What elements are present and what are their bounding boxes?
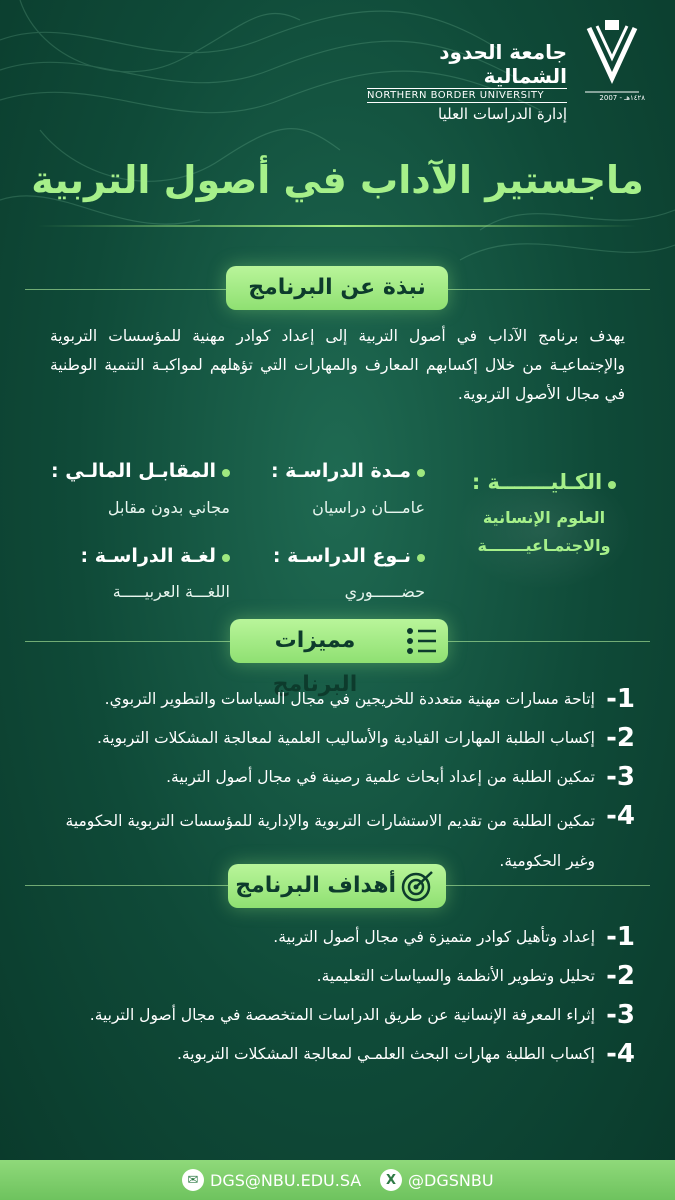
type-label: نـوع الدراسـة : bbox=[272, 545, 411, 567]
footer-bar bbox=[0, 1160, 675, 1200]
college-value: العلوم الإنسانية والاجتمـاعيـــــــة bbox=[477, 508, 611, 555]
college-info bbox=[455, 470, 633, 590]
duration-label: مـدة الدراسـة : bbox=[270, 460, 411, 482]
item-number: 3- bbox=[606, 762, 635, 792]
item-text: إكساب الطلبة المهارات القيادية والأساليب العلمية لمعالجة المشكلات التربوية. bbox=[97, 729, 595, 747]
item-text: تمكين الطلبة من تقديم الاستشارات التربوية والإدارية للمؤسسات التربوية الحكومية وغير الحكومية. bbox=[65, 812, 595, 870]
list-item bbox=[35, 684, 635, 714]
language-value: اللغـــة العربيـــــة bbox=[112, 582, 230, 601]
title-divider bbox=[37, 225, 637, 227]
email-text: DGS@NBU.EDU.SA bbox=[210, 1170, 362, 1190]
list-item bbox=[35, 922, 635, 952]
item-number: 2- bbox=[606, 961, 635, 991]
department-name: إدارة الدراسات العليا bbox=[438, 105, 567, 123]
type-value: حضــــــوري bbox=[344, 582, 425, 601]
x-contact[interactable] bbox=[380, 1168, 494, 1192]
list-item bbox=[35, 961, 635, 991]
bullet-icon bbox=[417, 469, 425, 477]
type-label-wrap bbox=[273, 545, 425, 567]
item-number: 3- bbox=[606, 1000, 635, 1030]
features-heading-pill bbox=[230, 619, 448, 697]
item-number: 4- bbox=[606, 1039, 635, 1069]
item-text: إكساب الطلبة مهارات البحث العلمـي لمعالجة المشكلات التربوية. bbox=[177, 1045, 595, 1063]
fee-label-wrap bbox=[51, 460, 230, 482]
bullet-icon bbox=[608, 481, 616, 489]
bullet-icon bbox=[222, 469, 230, 477]
mail-icon: ✉ bbox=[182, 1169, 204, 1191]
duration-value: عامـــان دراسيان bbox=[312, 498, 425, 517]
goals-heading-pill bbox=[228, 864, 446, 908]
university-logo bbox=[367, 18, 647, 123]
x-handle-text: @DGSNBU bbox=[408, 1170, 494, 1190]
goals-heading: أهداف البرنامج bbox=[235, 873, 396, 898]
item-number: 1- bbox=[606, 684, 635, 714]
item-number: 2- bbox=[606, 723, 635, 753]
college-label: الكـليـــــــة : bbox=[471, 470, 603, 494]
list-item bbox=[35, 1039, 635, 1069]
list-stars-icon bbox=[402, 623, 442, 659]
item-text: تمكين الطلبة من إعداد أبحاث علمية رصينة في مجال أصول التربية. bbox=[166, 768, 595, 786]
list-item bbox=[35, 723, 635, 753]
logo-year: 2007 - ١٤٢٨هـ bbox=[599, 94, 645, 102]
fee-label: المقابـل المالـي : bbox=[51, 460, 216, 482]
features-heading: مميزات البرنامج bbox=[272, 628, 358, 697]
item-number: 1- bbox=[606, 922, 635, 952]
list-item bbox=[35, 762, 635, 792]
about-heading: نبذة عن البرنامج bbox=[226, 266, 448, 310]
item-text: إتاحة مسارات مهنية متعددة للخريجين في مجال السياسات والتطوير التربوي. bbox=[104, 690, 595, 708]
email-contact[interactable] bbox=[182, 1168, 361, 1192]
fee-value: مجاني بدون مقابل bbox=[107, 498, 230, 517]
goals-list bbox=[35, 922, 635, 1078]
item-text: إثراء المعرفة الإنسانية عن طريق الدراسات المتخصصة في مجال أصول التربية. bbox=[89, 1006, 595, 1024]
list-item bbox=[35, 1000, 635, 1030]
about-paragraph: يهدف برنامج الآداب في أصول التربية إلى إعداد كوادر مهنية للمؤسسات التربوية والإجتماعيـة من خلال إكسابهم المعارف والمهارات التي تؤهلهم لمواكبـة التنمية الوطنية في مجال الأصول التربوية. bbox=[50, 327, 625, 403]
language-label: لغـة الدراسـة : bbox=[80, 545, 216, 567]
features-list bbox=[35, 684, 635, 890]
item-text: إعداد وتأهيل كوادر متميزة في مجال أصول التربية. bbox=[273, 928, 595, 946]
page-title: ماجستير الآداب في أصول التربية bbox=[31, 158, 644, 202]
bullet-icon bbox=[417, 554, 425, 562]
language-label-wrap bbox=[81, 545, 230, 567]
university-name-en: NORTHERN BORDER UNIVERSITY bbox=[367, 88, 567, 103]
item-text: تحليل وتطوير الأنظمة والسياسات التعليمية. bbox=[316, 967, 595, 985]
x-logo-icon: X bbox=[380, 1169, 402, 1191]
duration-label-wrap bbox=[271, 460, 425, 482]
bullet-icon bbox=[222, 554, 230, 562]
university-name-ar: جامعة الحدود الشمالية bbox=[439, 40, 567, 88]
item-number: 4- bbox=[606, 801, 635, 831]
target-icon bbox=[398, 868, 438, 904]
